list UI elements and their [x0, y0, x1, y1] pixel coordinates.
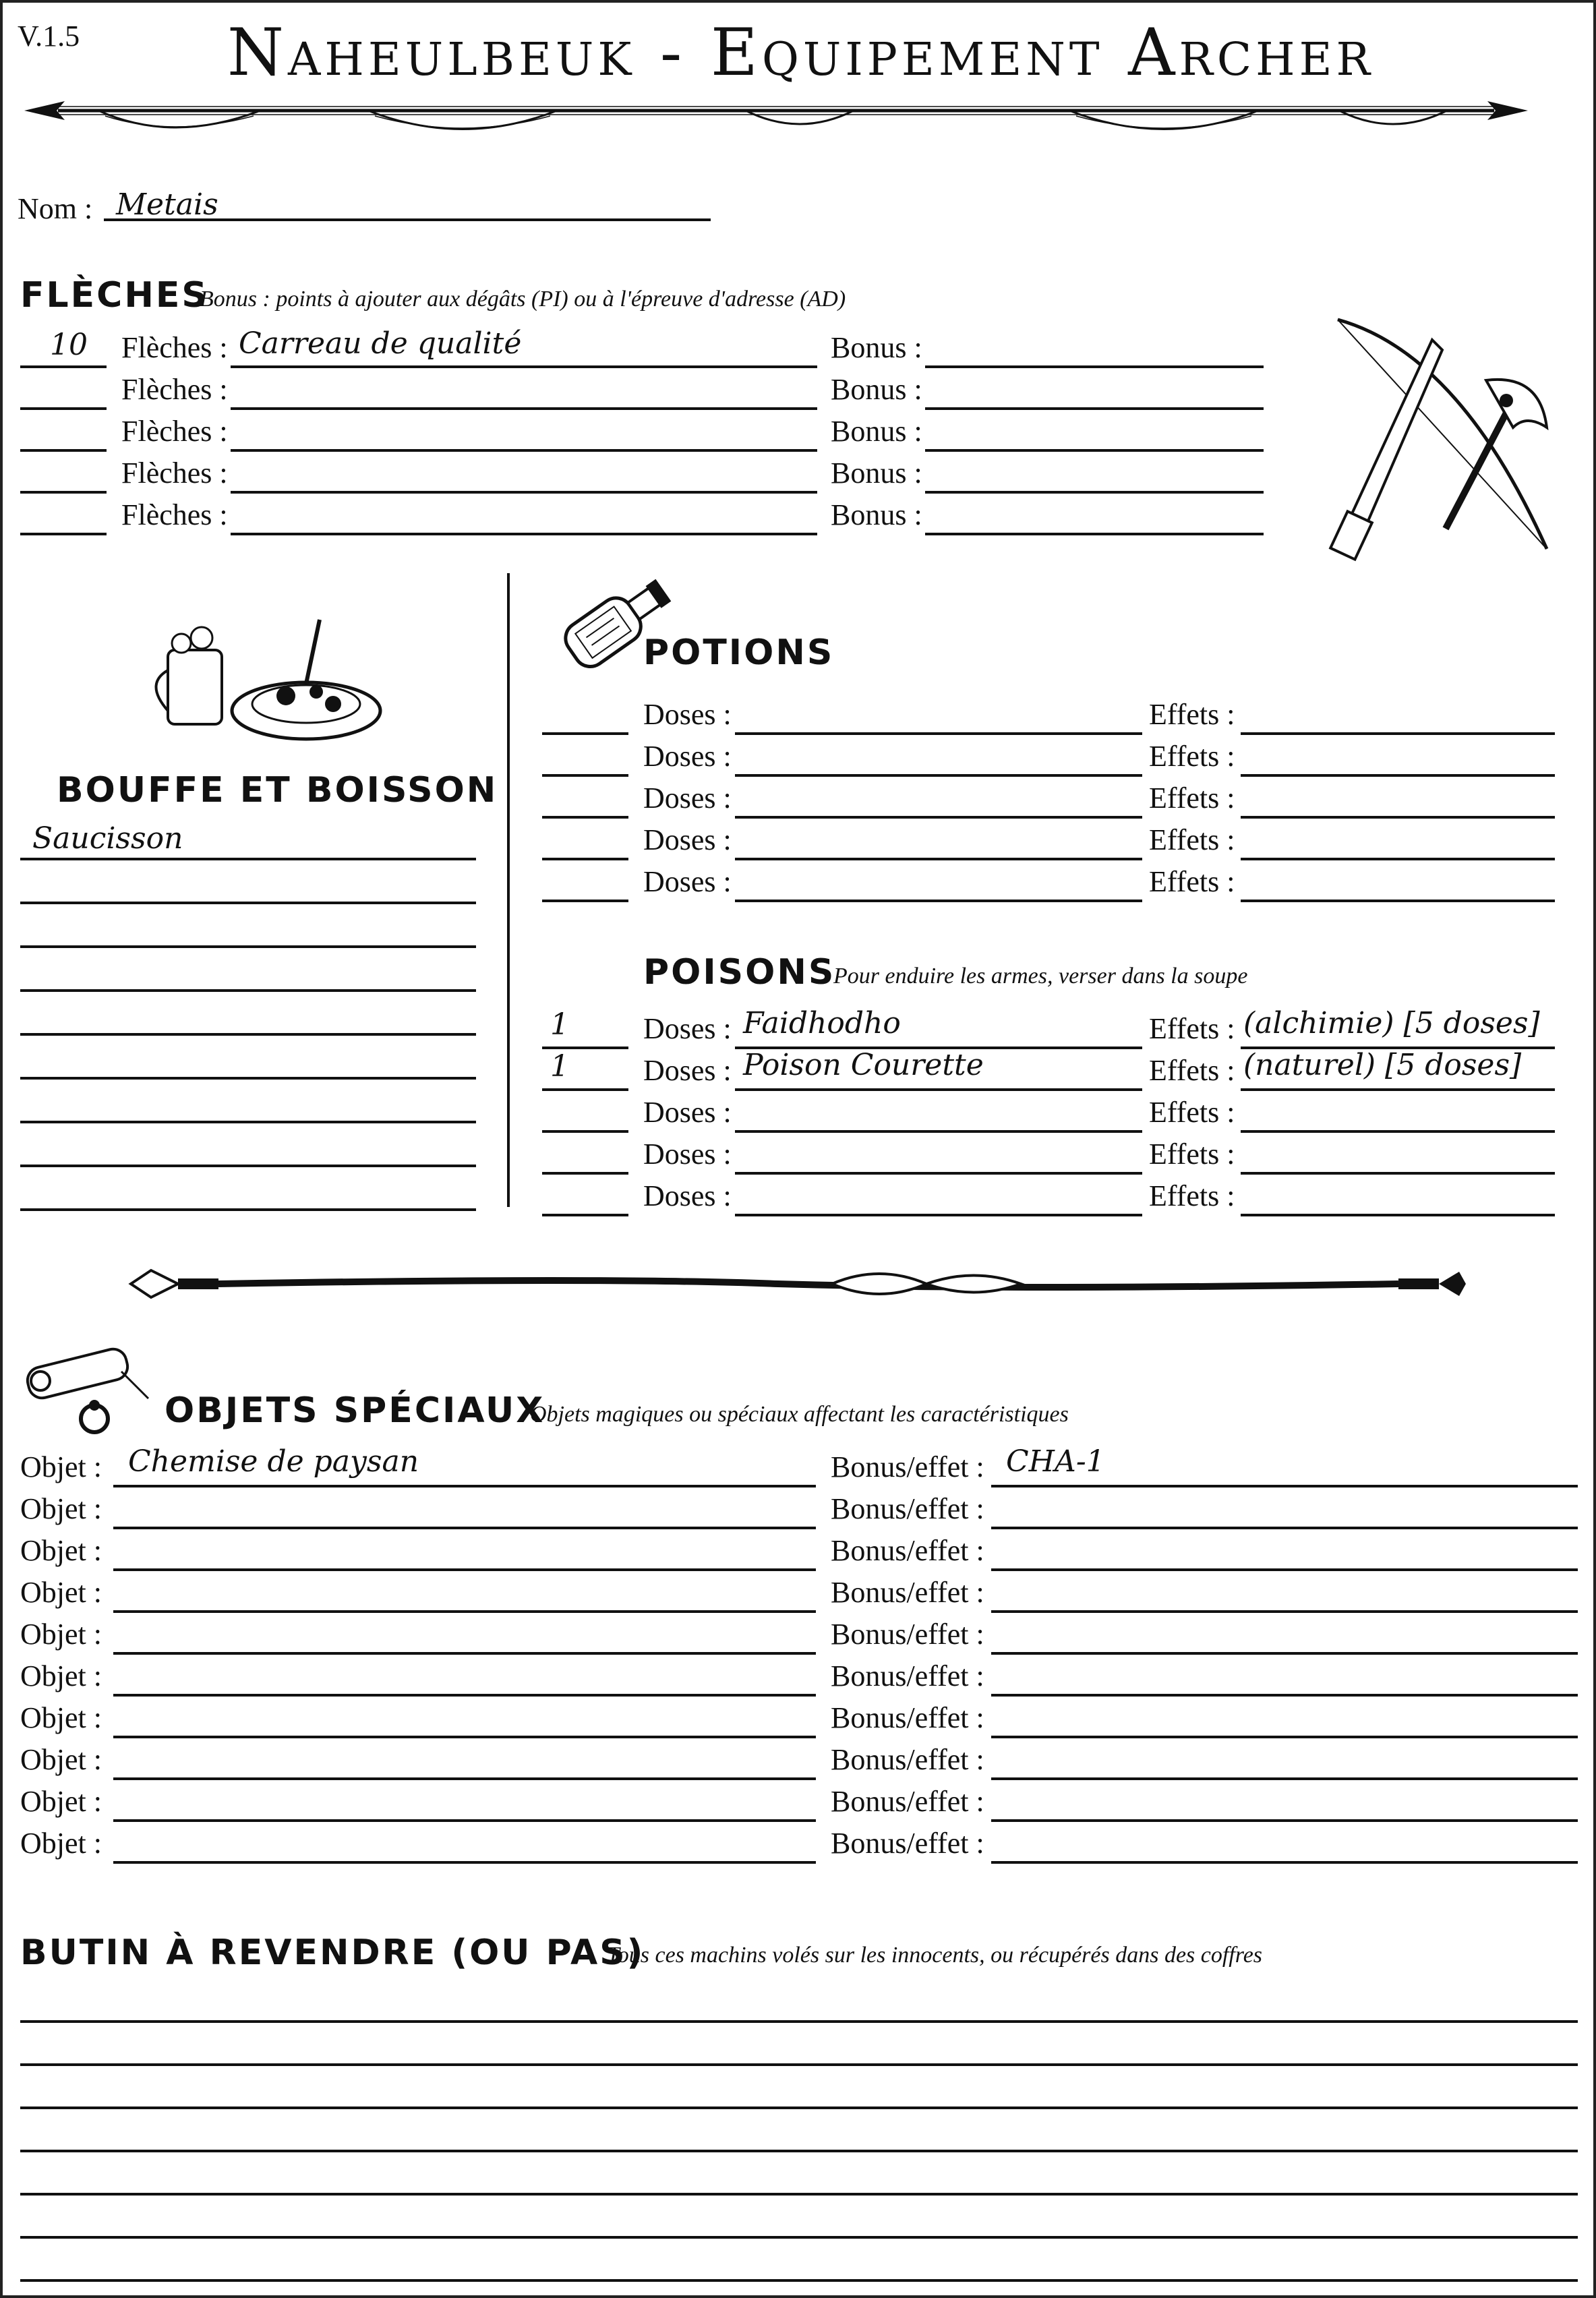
potions-doses-line — [735, 774, 1142, 777]
objet-label: Objet : — [20, 1743, 102, 1776]
scroll-and-ring-icon — [20, 1351, 155, 1439]
bouffe-line — [20, 1033, 476, 1036]
bouffe-line — [20, 989, 476, 992]
objet-bonus-line — [991, 1736, 1578, 1738]
fleches-qty-line — [20, 533, 107, 535]
fleches-label: Flèches : — [121, 498, 228, 531]
poisons-qty-line — [542, 1088, 628, 1091]
potions-heading: POTIONS — [643, 632, 835, 673]
potions-qty-line — [542, 858, 628, 860]
objet-label: Objet : — [20, 1492, 102, 1525]
butin-line — [20, 2193, 1578, 2196]
bouffe-line — [20, 1077, 476, 1080]
objet-line — [113, 1485, 816, 1487]
potions-doses-label: Doses : — [643, 698, 732, 731]
fleches-heading: FLÈCHES — [20, 275, 209, 316]
page-title: Naheulbeuk - Equipement Archer — [227, 15, 1374, 90]
fleches-bonus-line — [925, 407, 1264, 410]
arrow-ornament-icon — [18, 90, 1535, 151]
bouffe-item[interactable]: Saucisson — [32, 821, 183, 856]
poisons-qty-line — [542, 1214, 628, 1216]
poisons-qty-line — [542, 1130, 628, 1133]
poisons-effets-label: Effets : — [1149, 1179, 1235, 1212]
poisons-qty-line — [542, 1172, 628, 1175]
fleches-qty-line — [20, 407, 107, 410]
objet-label: Objet : — [20, 1827, 102, 1860]
objet-label: Objet : — [20, 1701, 102, 1734]
objet-bonus-label: Bonus/effet : — [831, 1534, 984, 1567]
potions-doses-label: Doses : — [643, 865, 732, 898]
butin-heading: BUTIN À REVENDRE (OU PAS) — [20, 1933, 645, 1973]
fleches-bonus-label: Bonus : — [831, 415, 922, 448]
fleches-label: Flèches : — [121, 331, 228, 364]
potions-effets-label: Effets : — [1149, 782, 1235, 815]
potions-doses-line — [735, 816, 1142, 819]
potions-qty-line — [542, 732, 628, 735]
poisons-effets-label: Effets : — [1149, 1138, 1235, 1171]
fleches-bonus-line — [925, 449, 1264, 452]
objets-heading: OBJETS SPÉCIAUX — [165, 1390, 545, 1431]
butin-line — [20, 2106, 1578, 2109]
poisons-doses-label: Doses : — [643, 1096, 732, 1129]
fleches-bonus-label: Bonus : — [831, 331, 922, 364]
objet-line — [113, 1736, 816, 1738]
potions-effets-label: Effets : — [1149, 865, 1235, 898]
butin-line — [20, 2020, 1578, 2023]
fleches-qty-line — [20, 449, 107, 452]
objet-line — [113, 1652, 816, 1655]
poisons-doses[interactable]: Poison Courette — [743, 1048, 984, 1082]
objet-bonus-label: Bonus/effet : — [831, 1743, 984, 1776]
poisons-heading: POISONS — [643, 952, 836, 993]
bouffe-heading: BOUFFE ET BOISSON — [57, 770, 498, 811]
fleches-qty-line — [20, 491, 107, 494]
objet-bonus-line — [991, 1485, 1578, 1487]
poisons-effets-line — [1241, 1214, 1555, 1216]
objet-line — [113, 1694, 816, 1697]
nom-label: Nom : — [18, 192, 93, 225]
fleches-name-line — [231, 365, 817, 368]
objet-label: Objet : — [20, 1450, 102, 1483]
fleches-name-line — [231, 407, 817, 410]
fleches-name-line — [231, 533, 817, 535]
objet-bonus-label: Bonus/effet : — [831, 1701, 984, 1734]
poisons-doses-label: Doses : — [643, 1012, 732, 1045]
bouffe-line — [20, 858, 476, 860]
objet-bonus-line — [991, 1694, 1578, 1697]
potions-doses-label: Doses : — [643, 740, 732, 773]
poisons-qty[interactable]: 1 — [550, 1049, 569, 1084]
objet-bonus-line — [991, 1527, 1578, 1529]
column-divider — [507, 573, 510, 1207]
nom-value[interactable]: Metais — [116, 187, 218, 222]
fleches-bonus-label: Bonus : — [831, 498, 922, 531]
poisons-effets-line — [1241, 1088, 1555, 1091]
fleches-qty-line — [20, 365, 107, 368]
fleches-label: Flèches : — [121, 456, 228, 490]
potions-effets-label: Effets : — [1149, 698, 1235, 731]
potions-effets-label: Effets : — [1149, 823, 1235, 856]
poisons-effets-line — [1241, 1130, 1555, 1133]
objet-bonus-label: Bonus/effet : — [831, 1659, 984, 1692]
potions-doses-label: Doses : — [643, 782, 732, 815]
objet-bonus-label: Bonus/effet : — [831, 1827, 984, 1860]
poisons-qty[interactable]: 1 — [550, 1007, 569, 1042]
objet-bonus-line — [991, 1652, 1578, 1655]
potions-doses-label: Doses : — [643, 823, 732, 856]
poisons-effets-label: Effets : — [1149, 1012, 1235, 1045]
fleches-label: Flèches : — [121, 373, 228, 406]
objet-bonus-line — [991, 1777, 1578, 1780]
objet-bonus-label: Bonus/effet : — [831, 1785, 984, 1818]
potions-doses-line — [735, 732, 1142, 735]
fleches-bonus-line — [925, 533, 1264, 535]
objets-subtitle: Objets magiques ou spéciaux affectant les caractéristiques — [530, 1402, 1069, 1427]
objet-line — [113, 1861, 816, 1864]
poisons-doses-line — [735, 1214, 1142, 1216]
potions-effets-label: Effets : — [1149, 740, 1235, 773]
poisons-doses-line — [735, 1130, 1142, 1133]
objet-label: Objet : — [20, 1785, 102, 1818]
potions-doses-line — [735, 858, 1142, 860]
potions-doses-line — [735, 900, 1142, 902]
potions-effets-line — [1241, 858, 1555, 860]
objet-bonus-label: Bonus/effet : — [831, 1450, 984, 1483]
objet-label: Objet : — [20, 1576, 102, 1609]
poisons-effets[interactable]: (naturel) [5 doses] — [1243, 1048, 1522, 1082]
objet-line — [113, 1568, 816, 1571]
fleches-bonus-label: Bonus : — [831, 373, 922, 406]
poisons-subtitle: Pour enduire les armes, verser dans la soupe — [833, 964, 1248, 989]
objet-line — [113, 1610, 816, 1613]
fleches-label: Flèches : — [121, 415, 228, 448]
objet-bonus-line — [991, 1568, 1578, 1571]
poisons-doses-line — [735, 1172, 1142, 1175]
nom-underline — [104, 218, 711, 221]
fleches-subtitle: Bonus : points à ajouter aux dégâts (PI) ou à l'épreuve d'adresse (AD) — [200, 287, 846, 312]
objet-bonus-label: Bonus/effet : — [831, 1576, 984, 1609]
objet-label: Objet : — [20, 1534, 102, 1567]
poisons-doses[interactable]: Faidhodho — [743, 1006, 901, 1040]
objet-name[interactable]: Chemise de paysan — [128, 1444, 419, 1479]
potions-effets-line — [1241, 900, 1555, 902]
potions-effets-line — [1241, 816, 1555, 819]
objet-line — [113, 1777, 816, 1780]
fleches-name[interactable]: Carreau de qualité — [239, 326, 522, 361]
poisons-effets-label: Effets : — [1149, 1096, 1235, 1129]
poisons-doses-label: Doses : — [643, 1138, 732, 1171]
potions-qty-line — [542, 774, 628, 777]
version-label: V.1.5 — [18, 20, 80, 53]
butin-subtitle: Tous ces machins volés sur les innocents, ou récupérés dans des coffres — [607, 1943, 1263, 1968]
fleches-bonus-label: Bonus : — [831, 456, 922, 490]
bouffe-line — [20, 902, 476, 904]
bouffe-line — [20, 1165, 476, 1167]
objet-bonus-label: Bonus/effet : — [831, 1618, 984, 1651]
bouffe-line — [20, 1121, 476, 1123]
butin-line — [20, 2150, 1578, 2152]
objet-bonus-line — [991, 1861, 1578, 1864]
potions-effets-line — [1241, 732, 1555, 735]
objet-line — [113, 1819, 816, 1822]
poisons-doses-label: Doses : — [643, 1054, 732, 1087]
fleches-bonus-line — [925, 365, 1264, 368]
butin-line — [20, 2236, 1578, 2239]
fleches-bonus-line — [925, 491, 1264, 494]
crossed-weapons-icon — [1324, 313, 1574, 562]
potions-qty-line — [542, 816, 628, 819]
poisons-effets[interactable]: (alchimie) [5 doses] — [1243, 1006, 1540, 1040]
poisons-doses-label: Doses : — [643, 1179, 732, 1212]
objet-bonus-label: Bonus/effet : — [831, 1492, 984, 1525]
food-and-drink-icon — [141, 610, 384, 744]
poisons-effets-label: Effets : — [1149, 1054, 1235, 1087]
objet-bonus-line — [991, 1610, 1578, 1613]
poisons-doses-line — [735, 1088, 1142, 1091]
butin-line — [20, 2279, 1578, 2282]
fleches-name-line — [231, 449, 817, 452]
fleches-name-line — [231, 491, 817, 494]
fleches-qty[interactable]: 10 — [50, 328, 88, 362]
objet-label: Objet : — [20, 1659, 102, 1692]
potions-effets-line — [1241, 774, 1555, 777]
bouffe-line — [20, 945, 476, 948]
objet-line — [113, 1527, 816, 1529]
bouffe-line — [20, 1208, 476, 1211]
staff-ornament-icon — [131, 1264, 1466, 1311]
objet-label: Objet : — [20, 1618, 102, 1651]
objet-bonus-line — [991, 1819, 1578, 1822]
objet-bonus[interactable]: CHA-1 — [1006, 1444, 1105, 1479]
poisons-effets-line — [1241, 1172, 1555, 1175]
potions-qty-line — [542, 900, 628, 902]
butin-line — [20, 2063, 1578, 2066]
